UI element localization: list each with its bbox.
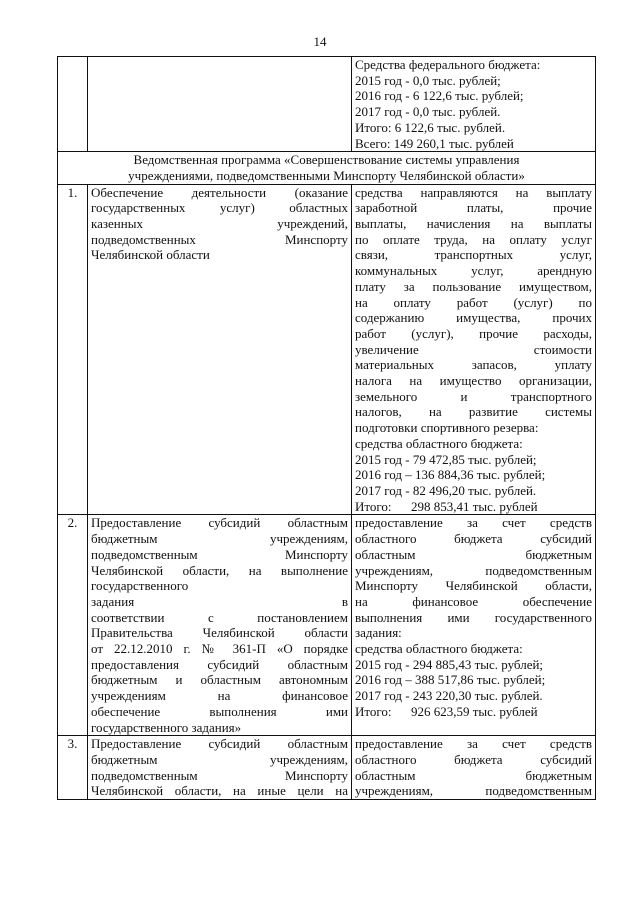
empty-number-cell	[58, 57, 88, 152]
total-label: Итого:	[355, 703, 392, 719]
funding-description-line: по оплате труда, на оплату услуг	[355, 231, 592, 247]
text-line: Всего: 149 260,1 тыс. рублей	[355, 135, 514, 151]
total-value: 298 853,41 тыс. рублей	[411, 498, 538, 514]
funding-description-line: Минспорту Челябинской области,	[355, 578, 592, 594]
table-row	[58, 736, 596, 800]
program-table	[57, 56, 596, 800]
funding-description-line: на финансовое обеспечение	[355, 593, 592, 609]
funding-description-line: учреждениям, подведомственным	[355, 562, 592, 578]
funding-description-line: областным бюджетным	[355, 546, 592, 562]
activity-name-line: Челябинской области, на иные цели на	[91, 783, 348, 799]
funding-description-line: средства направляются на выплату	[355, 184, 592, 200]
program-header-line: учреждениями, подведомственными Минспорту Челябинской области»	[128, 167, 525, 183]
activity-name-cell	[88, 515, 352, 736]
activity-name-line: Предоставление субсидий областным	[91, 515, 348, 531]
program-header-line: Ведомственная программа «Совершенствование системы управления	[133, 152, 520, 168]
funding-description-cell	[352, 515, 596, 736]
funding-description-line: средства областного бюджета:	[355, 641, 523, 657]
funding-description-line: налогов, на развитие системы	[355, 404, 592, 420]
activity-name-line: казенных учреждений,	[91, 216, 348, 232]
activity-name-line: подведомственным Минспорту	[91, 767, 348, 783]
funding-description-cell	[352, 184, 596, 515]
funding-description-line: областного бюджета субсидий	[355, 531, 592, 547]
activity-name-line: государственного	[91, 578, 189, 594]
activity-name-line: Челябинской области	[91, 247, 210, 263]
table-row	[58, 184, 596, 515]
total-label: Итого:	[355, 498, 392, 514]
funding-description-line: содержанию имущества, прочих	[355, 310, 592, 326]
funding-description-line: плату за пользование имуществом,	[355, 278, 592, 294]
row-number: 1.	[58, 184, 88, 515]
text-line: 2017 год - 0,0 тыс. рублей.	[355, 104, 501, 120]
activity-name-line: задания в	[91, 593, 348, 609]
funding-description-line: выплаты, начисления на выплаты	[355, 216, 592, 232]
activity-name-line: Предоставление субсидий областным	[91, 736, 348, 752]
table-row-federal-funds	[58, 57, 596, 152]
funding-description-line: подготовки спортивного резерва:	[355, 420, 539, 436]
funding-description-line: 2017 год - 82 496,20 тыс. рублей.	[355, 482, 537, 498]
funding-description-line: областного бюджета субсидий	[355, 751, 592, 767]
activity-name-line: обеспечение выполнения ими	[91, 703, 348, 719]
funding-description-line: налога на имущество организации,	[355, 373, 592, 389]
funding-description-line: предоставление за счет средств	[355, 515, 592, 531]
activity-name-cell	[88, 736, 352, 800]
funding-description-line: выполнения ими государственного	[355, 609, 592, 625]
funding-description-line: коммунальных услуг, арендную	[355, 263, 592, 279]
text-line: 2016 год - 6 122,6 тыс. рублей;	[355, 88, 524, 104]
funding-description-line: учреждениям, подведомственным	[355, 783, 592, 799]
funding-description-line: 2016 год – 136 884,36 тыс. рублей;	[355, 467, 546, 483]
empty-name-cell	[88, 57, 352, 152]
activity-name-cell	[88, 184, 352, 515]
table-row-program-header	[58, 152, 596, 184]
row-number: 3.	[58, 736, 88, 800]
text-line: Средства федерального бюджета:	[355, 57, 541, 72]
activity-name-line: бюджетным учреждениям,	[91, 751, 348, 767]
total-value: 926 623,59 тыс. рублей	[411, 703, 538, 719]
activity-name-line: соответствии с постановлением	[91, 609, 348, 625]
activity-name-line: учреждениям на финансовое	[91, 688, 348, 704]
activity-name-line: бюджетным и областным автономным	[91, 672, 348, 688]
activity-name-line: Челябинской области, на выполнение	[91, 562, 348, 578]
funding-description-line: работ (услуг), прочие расходы,	[355, 325, 592, 341]
activity-name-line: подведомственных Минспорту	[91, 231, 348, 247]
activity-name-line: государственного задания»	[91, 719, 242, 735]
funding-description-line: заработной платы, прочие	[355, 200, 592, 216]
funding-description-line: на оплату работ (услуг) по	[355, 294, 592, 310]
funding-description-line: материальных запасов, уплату	[355, 357, 592, 373]
activity-name-line: предоставления субсидий областным	[91, 656, 348, 672]
federal-funds-cell	[352, 57, 596, 152]
funding-description-line: связи, транспортных услуг,	[355, 247, 592, 263]
funding-description-line: 2016 год – 388 517,86 тыс. рублей;	[355, 672, 546, 688]
funding-description-line: предоставление за счет средств	[355, 736, 592, 752]
funding-description-line: 2015 год - 294 885,43 тыс. рублей;	[355, 656, 544, 672]
row-number: 2.	[58, 515, 88, 736]
funding-description-cell	[352, 736, 596, 800]
activity-name-line: государственных услуг) областных	[91, 200, 348, 216]
text-line: 2015 год - 0,0 тыс. рублей;	[355, 72, 501, 88]
activity-name-line: Правительства Челябинской области	[91, 625, 348, 641]
funding-description-line: земельного и транспортного	[355, 388, 592, 404]
funding-description-line: областным бюджетным	[355, 767, 592, 783]
funding-description-line: 2017 год - 243 220,30 тыс. рублей.	[355, 688, 543, 704]
text-line: Итого: 6 122,6 тыс. рублей.	[355, 119, 506, 135]
activity-name-line: Обеспечение деятельности (оказание	[91, 184, 348, 200]
funding-description-line: средства областного бюджета:	[355, 435, 523, 451]
table-row	[58, 515, 596, 736]
row-total	[355, 704, 592, 720]
page-number: 14	[313, 34, 327, 49]
funding-description-line: 2015 год - 79 472,85 тыс. рублей;	[355, 451, 537, 467]
funding-description-line: задания:	[355, 625, 402, 641]
activity-name-line: бюджетным учреждениям,	[91, 531, 348, 547]
funding-description-line: увеличение стоимости	[355, 341, 592, 357]
activity-name-line: от 22.12.2010 г. № 361-П «О порядке	[91, 641, 348, 657]
program-header-cell	[58, 152, 596, 184]
activity-name-line: подведомственным Минспорту	[91, 546, 348, 562]
row-total	[355, 499, 592, 515]
